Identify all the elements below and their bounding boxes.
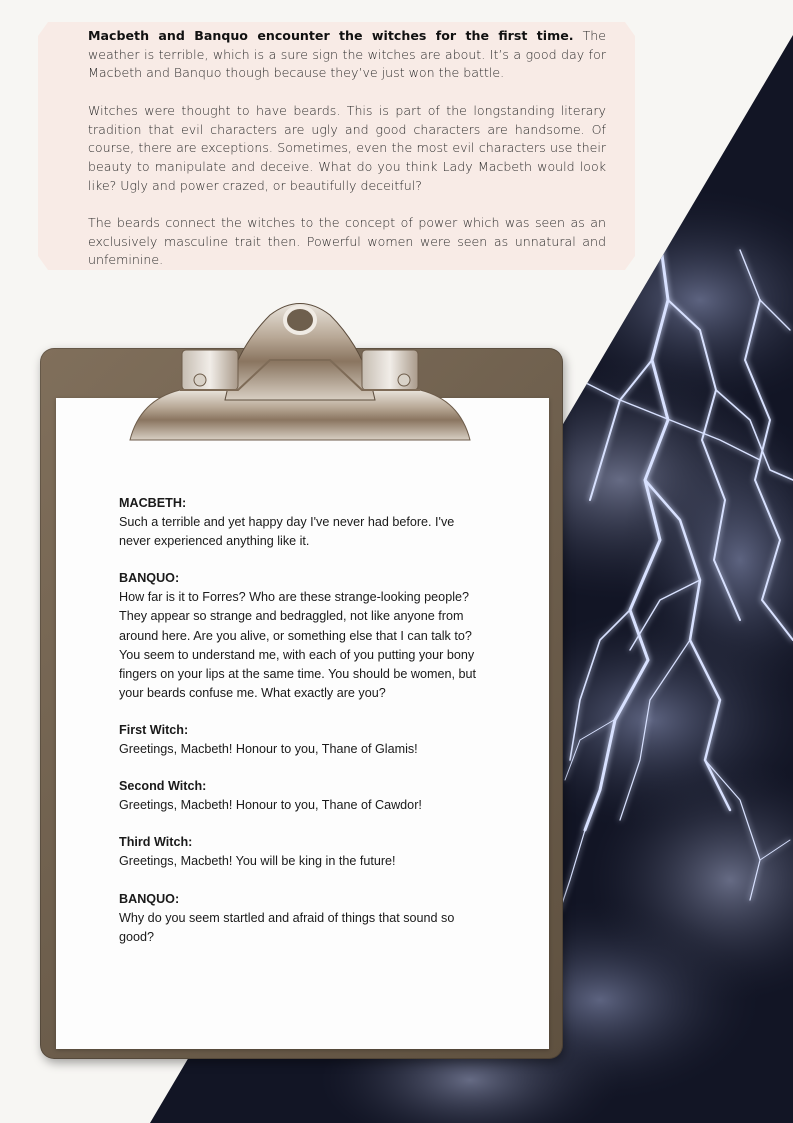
note-paragraph-1-lead: Macbeth and Banquo encounter the witches for the first time. xyxy=(88,28,574,43)
speaker-name: Second Witch: xyxy=(119,779,207,794)
dialogue-line: never experienced anything like it. xyxy=(119,534,310,549)
note-paragraph-2: Witches were thought to have beards. This is part of the longstanding literary tradition that evil characters are ugly and good characters are handsome. Of course, there are exceptions. Sometimes, even the most evil characters use their beauty to manipulate and deceive. What do you think Lady Macbeth would look like? Ugly and power crazed, or beautifully deceitful? xyxy=(88,102,606,193)
dialogue-line: good? xyxy=(119,929,155,944)
dialogue-line: Greetings, Macbeth! Honour to you, Thane of Glamis! xyxy=(119,742,418,757)
dialogue-line: your beards confuse me. What exactly are you? xyxy=(119,685,386,700)
speaker-name: BANQUO: xyxy=(119,891,180,906)
dialogue-block-macbeth xyxy=(119,494,519,551)
dialogue-block-banquo xyxy=(119,569,519,703)
dialogue-block-third-witch xyxy=(119,833,519,871)
dialogue-line: You seem to understand me, with each of you putting your bony xyxy=(119,647,475,662)
note-paragraph-3: The beards connect the witches to the concept of power which was seen as an exclusively masculine trait then. Powerful women were seen as unnatural and unfeminine. xyxy=(88,215,606,268)
script-dialogue xyxy=(119,494,519,965)
note-paragraph-1 xyxy=(88,27,606,83)
speaker-name: MACBETH: xyxy=(119,496,187,510)
note-paragraph-1-body: The weather is terrible, which is a sure sign the witches are about. It’s a good day for Macbeth and Banquo though because they’ve just won the battle. xyxy=(88,28,606,81)
note-text xyxy=(88,27,606,289)
dialogue-line: Greetings, Macbeth! You will be king in the future! xyxy=(119,854,396,869)
dialogue-line: They appear so strange and bedraggled, not like anyone from xyxy=(119,609,464,624)
speaker-name: BANQUO: xyxy=(119,571,180,586)
dialogue-line: fingers on your lips at the same time. You should be women, but xyxy=(119,666,477,681)
dialogue-block-first-witch xyxy=(119,721,519,759)
dialogue-line: around here. Are you alive, or something else that I can talk to? xyxy=(119,628,472,643)
dialogue-block-banquo-2 xyxy=(119,890,519,947)
speaker-name: First Witch: xyxy=(119,722,189,737)
clipboard-clip-icon xyxy=(120,290,480,460)
dialogue-line: Why do you seem startled and afraid of things that sound so xyxy=(119,910,455,925)
dialogue-line: How far is it to Forres? Who are these strange-looking people? xyxy=(119,590,469,605)
dialogue-line: Such a terrible and yet happy day I've never had before. I've xyxy=(119,515,455,530)
dialogue-block-second-witch xyxy=(119,777,519,815)
dialogue-line: Greetings, Macbeth! Honour to you, Thane of Cawdor! xyxy=(119,798,422,813)
speaker-name: Third Witch: xyxy=(119,835,193,850)
